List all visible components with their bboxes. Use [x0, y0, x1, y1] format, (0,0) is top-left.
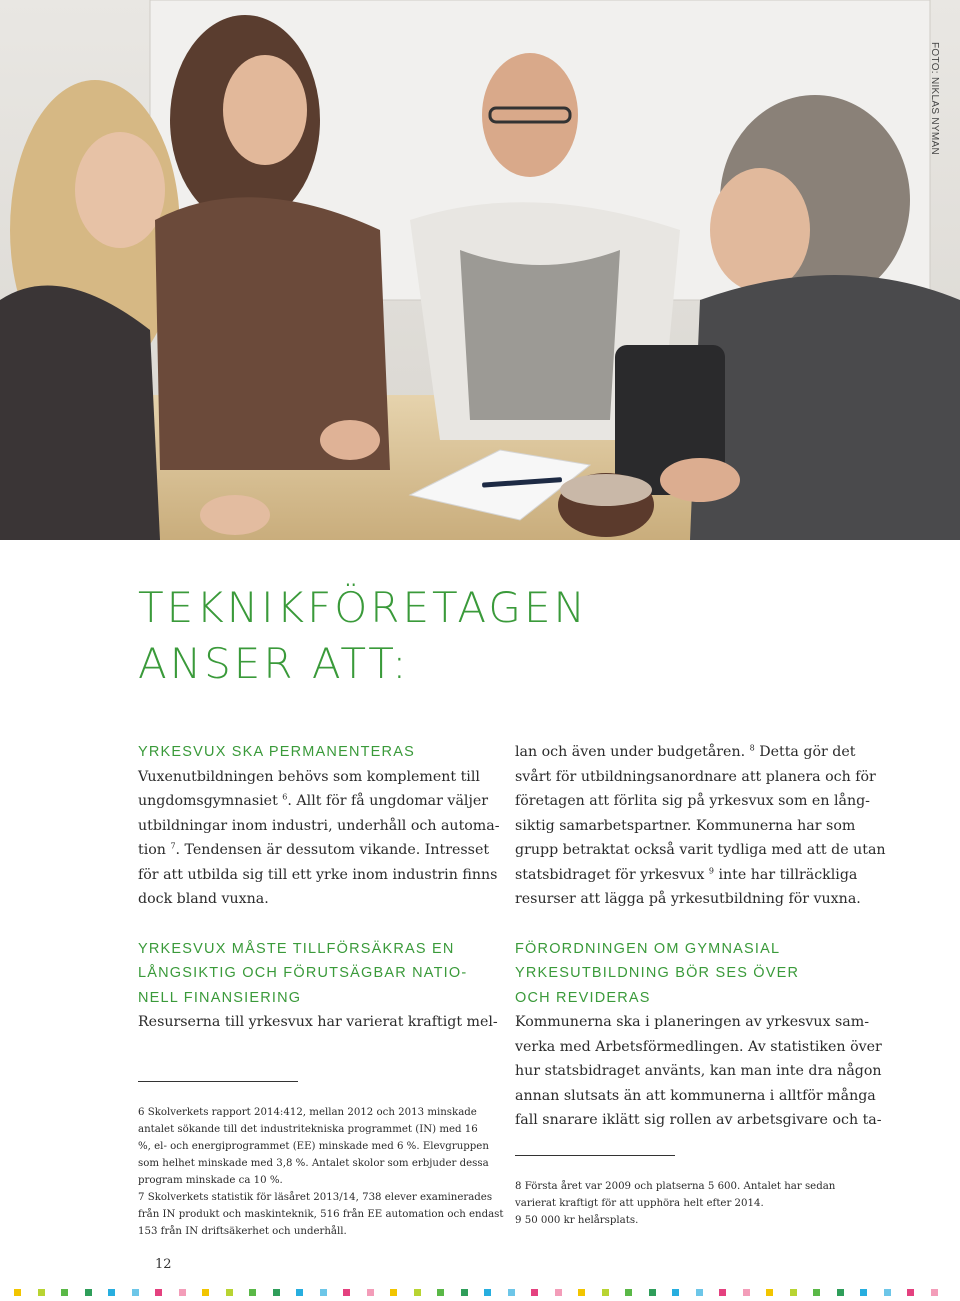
- color-square: [390, 1289, 397, 1296]
- footnote-divider: [138, 1081, 298, 1082]
- color-square: [179, 1289, 186, 1296]
- color-square: [320, 1289, 327, 1296]
- heading-line: OCH REVIDERAS: [515, 989, 651, 1006]
- footnote-line: 153 från IN driftsäkerhet och underhåll.: [138, 1225, 347, 1237]
- color-square: [343, 1289, 350, 1296]
- color-square: [132, 1289, 139, 1296]
- footnote-line: 9 50 000 kr helårsplats.: [515, 1214, 639, 1226]
- color-square: [625, 1289, 632, 1296]
- body-line: utbildningar inom industri, underhåll och automa-: [138, 817, 500, 834]
- color-square: [790, 1289, 797, 1296]
- page-number: 12: [155, 1257, 172, 1272]
- color-square: [696, 1289, 703, 1296]
- color-square: [649, 1289, 656, 1296]
- color-square: [743, 1289, 750, 1296]
- heading-line: FÖRORDNINGEN OM GYMNASIAL: [515, 940, 781, 957]
- photo-illustration: [0, 0, 960, 540]
- page-headline: [138, 580, 588, 692]
- footnote-ref-9: 9: [708, 865, 714, 875]
- color-square: [61, 1289, 68, 1296]
- body-line: fall snarare iklätt sig rollen av arbetsgivare och ta-: [515, 1112, 882, 1128]
- footnote-ref-7: 7: [170, 841, 176, 851]
- footnote-divider: [515, 1155, 675, 1156]
- footnote-line: program minskade ca 10 %.: [138, 1174, 283, 1186]
- section-heading-2: [138, 937, 498, 1011]
- color-square: [907, 1289, 914, 1296]
- color-square: [461, 1289, 468, 1296]
- body-line: ungdomsgymnasiet $^6$. Allt för få ungdomar väljer: [138, 792, 489, 809]
- body-line: tion $^7$. Tendensen är dessutom vikande. Intresset: [138, 841, 490, 858]
- color-square: [837, 1289, 844, 1296]
- color-square: [602, 1289, 609, 1296]
- heading-line: YRKESVUX MÅSTE TILLFÖRSÄKRAS EN: [138, 940, 455, 957]
- body-line: lan och även under budgetåren. $^8$ Detta gör det: [515, 743, 856, 760]
- color-square: [508, 1289, 515, 1296]
- section-heading-3: [515, 937, 875, 1011]
- body-line: hur statsbidraget använts, kan man inte dra någon: [515, 1063, 882, 1079]
- section-heading-1: [138, 740, 498, 765]
- color-square: [249, 1289, 256, 1296]
- color-square: [414, 1289, 421, 1296]
- color-square: [296, 1289, 303, 1296]
- footnote-line: %, el- och energiprogrammet (EE) minskade med 6 %. Elevgruppen: [138, 1140, 489, 1152]
- body-line: Resurserna till yrkesvux har varierat kraftigt mel-: [138, 1014, 498, 1030]
- body-line: svårt för utbildningsanordnare att planera och för: [515, 768, 876, 785]
- color-square: [531, 1289, 538, 1296]
- color-square: [766, 1289, 773, 1296]
- heading-line: LÅNGSIKTIG OCH FÖRUTSÄGBAR NATIO-: [138, 965, 468, 981]
- body-line: resurser att lägga på yrkesutbildning för vuxna.: [515, 891, 861, 907]
- section-body-1: [138, 765, 498, 912]
- color-square: [108, 1289, 115, 1296]
- color-square: [14, 1289, 21, 1296]
- color-square: [813, 1289, 820, 1296]
- color-square: [484, 1289, 491, 1296]
- footnote-line: från IN produkt och maskinteknik, 516 från EE automation och endast: [138, 1208, 504, 1220]
- color-square: [578, 1289, 585, 1296]
- footnote-line: 8 Första året var 2009 och platserna 5 600. Antalet har sedan: [515, 1180, 836, 1192]
- right-column: [515, 740, 886, 1229]
- color-square: [367, 1289, 374, 1296]
- heading-line: NELL FINANSIERING: [138, 989, 302, 1006]
- color-square: [884, 1289, 891, 1296]
- color-square: [38, 1289, 45, 1296]
- photo-credit: FOTO: NIKLAS NYMAN: [929, 42, 940, 156]
- footnote-line: varierat kraftigt för att upphöra helt efter 2014.: [515, 1197, 764, 1209]
- body-line: statsbidraget för yrkesvux $^9$ inte har tillräckliga: [515, 865, 858, 883]
- body-line: annan slutsats än att kommunerna i alltför många: [515, 1087, 876, 1104]
- section-body-3: [515, 1010, 882, 1133]
- color-square: [672, 1289, 679, 1296]
- footnote-line: 7 Skolverkets statistik för läsåret 2013/14, 738 elever examinerades: [138, 1191, 493, 1203]
- body-line: verka med Arbetsförmedlingen. Av statistiken över: [515, 1038, 882, 1055]
- color-square: [719, 1289, 726, 1296]
- footnote-line: som helhet minskade med 3,8 %. Antalet skolor som erbjuder dessa: [138, 1157, 489, 1169]
- color-square: [155, 1289, 162, 1296]
- footnote-ref-6: 6: [282, 792, 288, 802]
- headline-line-2: ANSER ATT:: [138, 639, 410, 688]
- body-line: grupp betraktat också varit tydliga med att de utan: [515, 842, 886, 858]
- body-line: Vuxenutbildningen behövs som komplement till: [138, 768, 480, 785]
- color-square: [931, 1289, 938, 1296]
- body-line: Kommunerna ska i planeringen av yrkesvux sam-: [515, 1014, 870, 1030]
- footnotes-right: [515, 1178, 875, 1229]
- body-line: företagen att förlita sig på yrkesvux som en lång-: [515, 793, 870, 809]
- body-line: dock bland vuxna.: [138, 891, 269, 907]
- color-square: [85, 1289, 92, 1296]
- decorative-color-squares: [0, 1289, 960, 1296]
- footnote-ref-8: 8: [749, 743, 755, 753]
- headline-line-1: TEKNIKFÖRETAGEN: [138, 583, 588, 632]
- left-column: [138, 740, 504, 1240]
- continuation-text: [515, 740, 886, 912]
- section-body-2: [138, 1010, 498, 1035]
- footnotes-left: [138, 1104, 504, 1240]
- color-square: [437, 1289, 444, 1296]
- footnote-line: 6 Skolverkets rapport 2014:412, mellan 2012 och 2013 minskade: [138, 1106, 477, 1118]
- color-square: [226, 1289, 233, 1296]
- color-square: [202, 1289, 209, 1296]
- footnote-line: antalet sökande till det industritekniska programmet (IN) med 16: [138, 1123, 478, 1135]
- color-square: [555, 1289, 562, 1296]
- color-square: [273, 1289, 280, 1296]
- color-square: [860, 1289, 867, 1296]
- section-heading-1-text: YRKESVUX SKA PERMANENTERAS: [138, 744, 415, 760]
- body-line: siktig samarbetspartner. Kommunerna har som: [515, 817, 856, 834]
- header-photo: [0, 0, 960, 540]
- body-line: för att utbilda sig till ett yrke inom industrin finns: [138, 866, 498, 883]
- heading-line: YRKESUTBILDNING BÖR SES ÖVER: [515, 965, 800, 981]
